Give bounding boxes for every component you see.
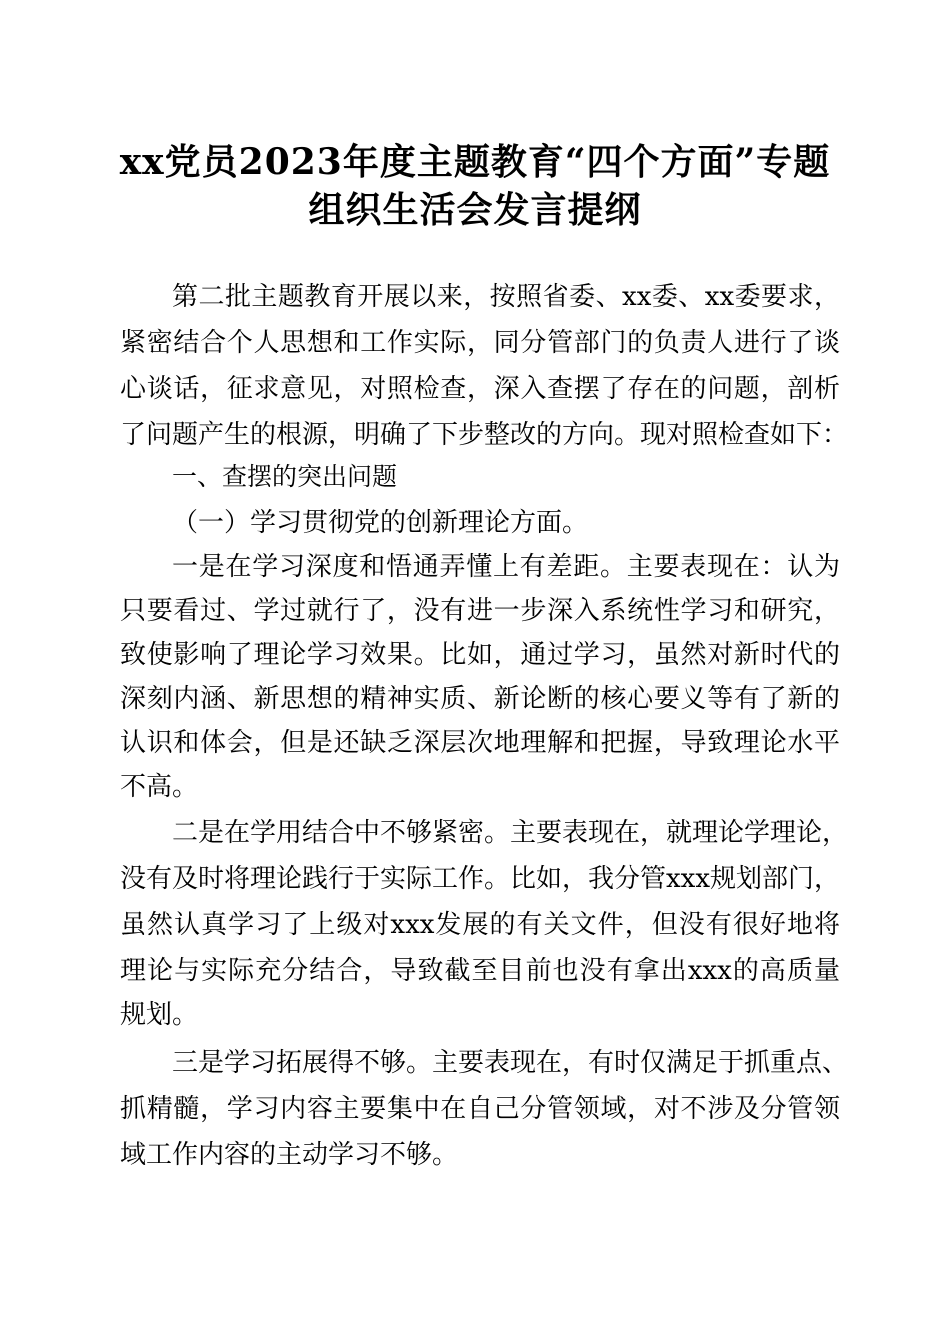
document-title-line-2: 组织生活会发言提纲 <box>308 189 642 231</box>
point1-line-1: 一是在学习深度和悟通弄懂上有差距。主要表现在：认为 <box>172 552 840 582</box>
point2-line-2: 没有及时将理论践行于实际工作。比如，我分管xxx规划部门， <box>120 864 840 894</box>
point1-line-6: 不高。 <box>120 772 199 802</box>
point2-line-3: 虽然认真学习了上级对xxx发展的有关文件，但没有很好地将 <box>120 910 840 940</box>
point3-line-3: 域工作内容的主动学习不够。 <box>120 1140 459 1170</box>
point2-line-5: 规划。 <box>120 1000 199 1030</box>
point1-line-2: 只要看过、学过就行了，没有进一步深入系统性学习和研究， <box>120 596 840 626</box>
point3-line-1: 三是学习拓展得不够。主要表现在，有时仅满足于抓重点、 <box>172 1048 849 1078</box>
intro-line-2: 紧密结合个人思想和工作实际，同分管部门的负责人进行了谈 <box>120 328 840 358</box>
point3-line-2: 抓精髓，学习内容主要集中在自己分管领域，对不涉及分管领 <box>120 1094 840 1124</box>
section-heading-1: 一、查摆的突出问题 <box>172 462 398 491</box>
point1-line-3: 致使影响了理论学习效果。比如，通过学习，虽然对新时代的 <box>120 640 840 670</box>
point2-line-4: 理论与实际充分结合，导致截至目前也没有拿出xxx的高质量 <box>120 956 840 986</box>
intro-line-4: 了问题产生的根源，明确了下步整改的方向。现对照检查如下： <box>120 420 849 450</box>
point1-line-5: 认识和体会，但是还缺乏深层次地理解和把握，导致理论水平 <box>120 728 840 758</box>
document-title-line-1: xx党员2023年度主题教育“四个方面”专题 <box>119 141 831 183</box>
intro-line-3: 心谈话，征求意见，对照检查，深入查摆了存在的问题，剖析 <box>120 374 840 404</box>
subsection-heading-1: （一）学习贯彻党的创新理论方面。 <box>172 508 589 538</box>
intro-line-1: 第二批主题教育开展以来，按照省委、xx委、xx委要求， <box>172 282 840 312</box>
point2-line-1: 二是在学用结合中不够紧密。主要表现在，就理论学理论， <box>172 818 849 848</box>
point1-line-4: 深刻内涵、新思想的精神实质、新论断的核心要义等有了新的 <box>120 684 840 714</box>
